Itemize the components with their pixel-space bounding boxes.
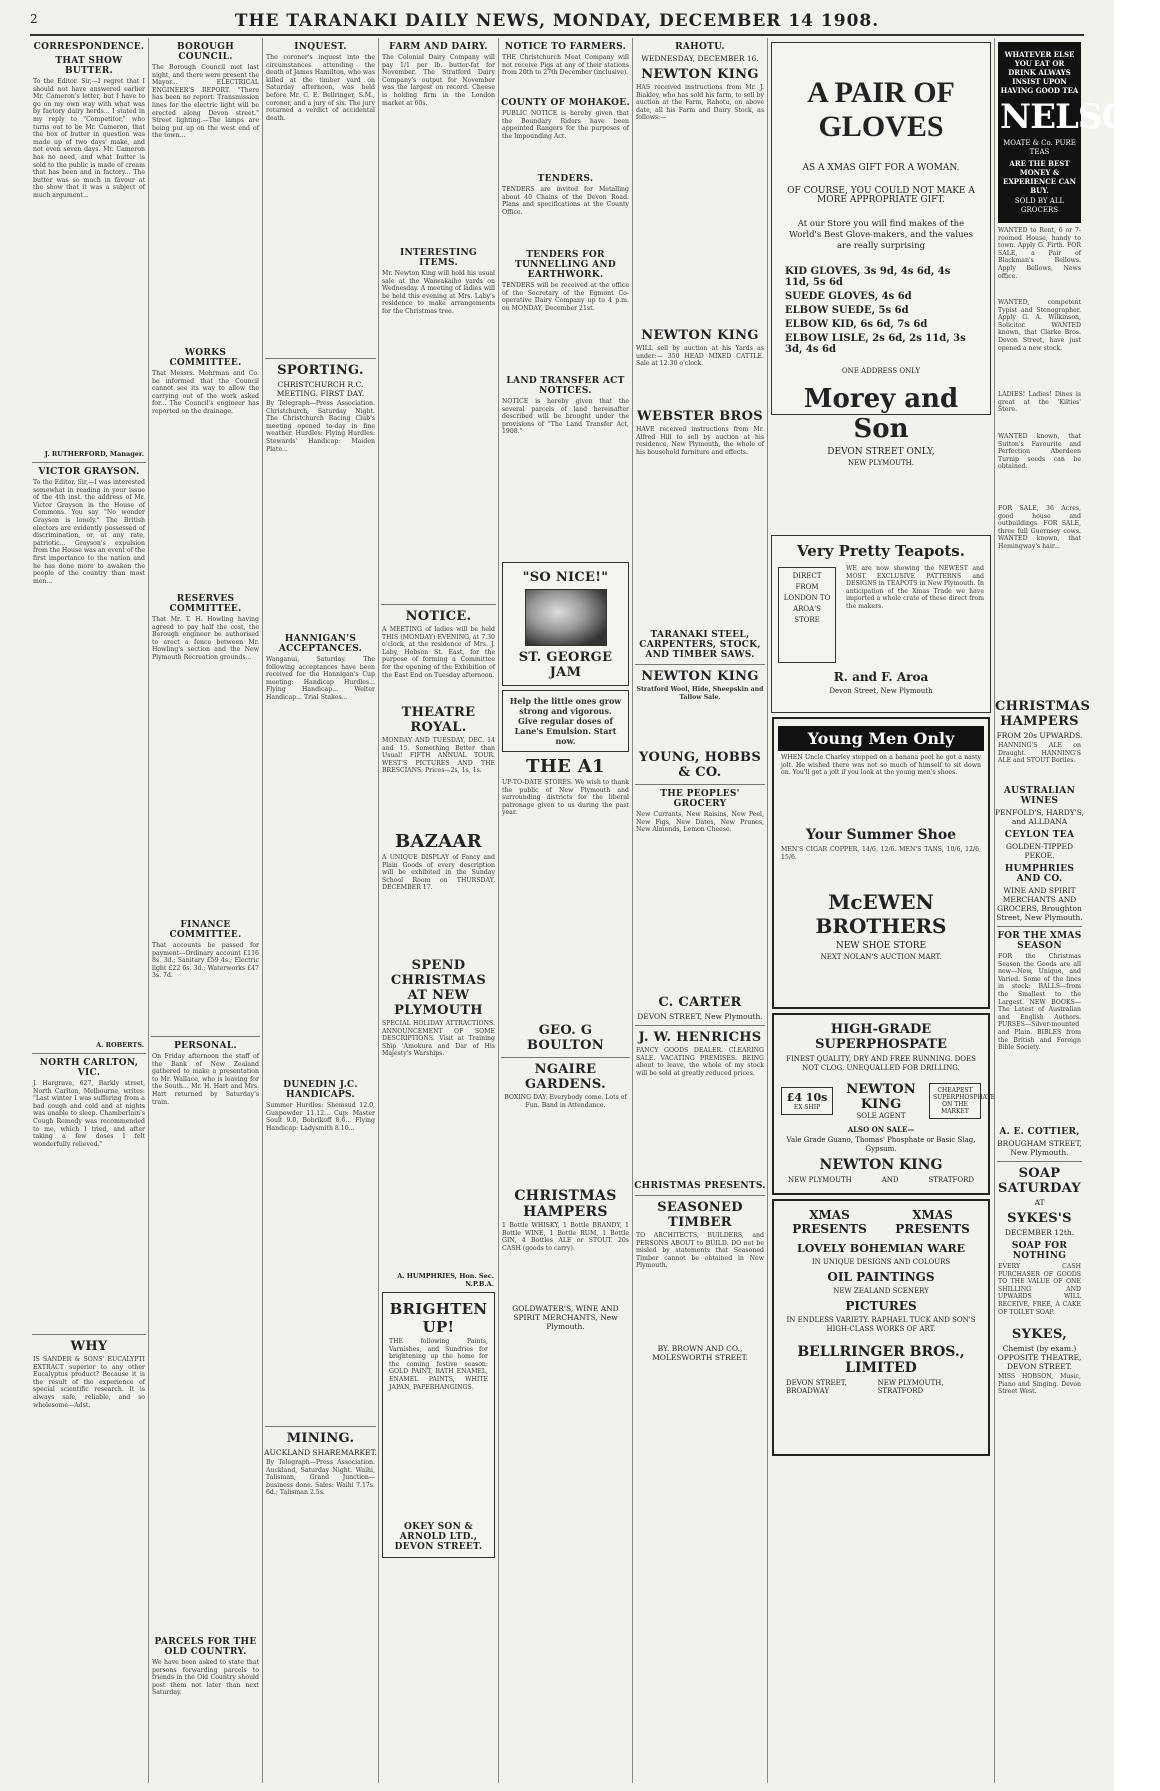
- young-body: WHEN Uncle Charley stepped on a banana peel he got a nasty jolt. He wished there was not so much of himself to sit down on. You'll get a jolt if you look at the young men's shoes.: [781, 754, 981, 777]
- article-heading: DUNEDIN J.C. HANDICAPS.: [283, 1080, 358, 1100]
- classified-ads: WANTED, competent Typist and Stenographer. Apply G. A. Wilkinson, Solicitor. WANTED known, that Clarke Bros. Devon Street, have just opened a new stock.: [998, 299, 1081, 352]
- gloves-note: ONE ADDRESS ONLY: [841, 367, 921, 375]
- article-heading: NORTH CARLTON, VIC.: [39, 1058, 139, 1078]
- super-agent-sub: SOLE AGENT: [856, 1112, 906, 1120]
- humphries-sub: WINE AND SPIRIT MERCHANTS AND GROCERS, Broughton Street, New Plymouth.: [996, 886, 1083, 922]
- bellringer-right: NEW PLYMOUTH, STRATFORD: [877, 1379, 944, 1395]
- ceylon-tea-sub: GOLDEN-TIPPED PEKOE.: [1006, 842, 1073, 860]
- ad-body: IS SANDER & SONS' EUCALYPTI EXTRACT superior to any other Eucalyptus product? Because it is the result of the experience of special scientific research. It is always safe, reliable, and so wholesome—Adst.: [33, 1356, 145, 1409]
- theatre-body: MONDAY AND TUESDAY, DEC. 14 and 15. Something Better than Usual! FIFTH ANNUAL TOUR. WEST'S PICTURES AND THE BRESCIANS. Prices—2s, 1s, 1s.: [382, 737, 495, 775]
- article-body: Wanganui, Saturday. The following acceptances have been received for the Hannigan's Cup meeting: Handicap Hurdles... Flying Handicap... Welter Handicap... Trial Stakes...: [266, 656, 375, 701]
- glove-price-line: KID GLOVES, 3s 9d, 4s 6d, 4s 11d, 5s 6d: [785, 266, 951, 288]
- notice-body: PUBLIC NOTICE is hereby given that the Boundary Riders have been appointed Rangers for the purposes of the Impounding Act.: [502, 110, 629, 140]
- gloves-price-list: [775, 266, 987, 355]
- nk-footer: NEWTON KING: [819, 1157, 943, 1173]
- article-body: The Borough Council met last night, and there were present the Mayor... ELECTRICAL ENGINEER'S REPORT. "There has been no report. Transmission lines for the electric light will be erected along Devon street." Street lighting.—The lamps are being put up on the west end of the town...: [152, 64, 259, 140]
- sale-date: WEDNESDAY, DECEMBER 16.: [641, 54, 759, 63]
- australian-wines-sub: PENFOLD'S, HARDY'S, and ALLDANA: [995, 808, 1085, 826]
- sykes-date: DECEMBER 12th.: [1004, 1228, 1075, 1237]
- notice-heading: COUNTY OF MOHAKOE.: [501, 98, 630, 108]
- super-title: HIGH-GRADE SUPERPHOSPATE: [815, 1022, 947, 1052]
- carter-heading: C. CARTER: [658, 995, 742, 1010]
- article-heading: FINANCE COMMITTEE.: [169, 920, 242, 940]
- super-price-sub: EX SHIP: [793, 1104, 821, 1111]
- nelson-brand: NELSON: [1000, 97, 1160, 137]
- bellringer-ad: [772, 1199, 990, 1456]
- article-body: To the Editor. Sir,—I was interested somewhat in reading in your issue of the 4th inst. the address of Mr. Victor Grayson in the House of Commons. You say "No wonder Grayson is lonely." The British electors are evidently possessed of discrimination, or, at any rate, patriotic... Grayson's expulsion from the House was an event of the first importance to the nation and he has done more to awaken the people of the country than most men...: [33, 479, 145, 585]
- also-title: ALSO ON SALE—: [847, 1125, 915, 1134]
- grocery-heading: THE PEOPLES' GROCERY: [660, 789, 740, 809]
- christmas-heading: SPEND CHRISTMAS AT NEW PLYMOUTH: [390, 958, 487, 1018]
- cottier-name: A. E. COTTIER,: [999, 1127, 1080, 1137]
- nelson-body: ARE THE BEST MONEY & EXPERIENCE CAN BUY.: [1003, 159, 1076, 195]
- timber-advertiser: BY. BROWN AND CO., MOLESWORTH STREET.: [652, 1344, 748, 1362]
- article-heading: PERSONAL.: [174, 1041, 237, 1051]
- article-heading: VICTOR GRAYSON.: [38, 467, 140, 477]
- article-body: That Mr. T. H. Howling having agreed to pay half the cost, the Borough engineer be authorised to erect a fence between Mr. Howling's section and the New Plymouth Recreation grounds...: [152, 616, 259, 661]
- xmas-right: XMAS PRESENTS: [895, 1208, 970, 1236]
- timber-body: TO ARCHITECTS, BUILDERS, and PERSONS ABOUT to BUILD. DO not be misled by statements that Seasoned Timber cannot be obtained in New Plymouth.: [636, 1232, 764, 1270]
- australian-wines: AUSTRALIAN WINES: [1003, 786, 1076, 806]
- auctioneer-name: NEWTON KING: [641, 669, 759, 684]
- subheading: CHRISTCHURCH R.C. MEETING. FIRST DAY.: [276, 380, 365, 398]
- article-heading: HANNIGAN'S ACCEPTANCES.: [278, 634, 363, 654]
- nelson-foot: SOLD BY ALL GROCERS: [1014, 197, 1065, 214]
- nk-footer-row: [788, 1176, 974, 1184]
- xmas-row: [778, 1205, 984, 1239]
- ngaire-body: BOXING DAY. Everybody come. Lots of Fun. Band in Attendance.: [504, 1094, 627, 1109]
- nk-mid: AND: [881, 1176, 899, 1184]
- notice-body: TENDERS will be received at the office of the Secretary of the Egmont Co-operative Dairy Company up to 4 p.m. on MONDAY, December 21st.: [502, 282, 629, 312]
- article-body: We have been asked to state that persons forwarding parcels to friends in the Old Country should post them not later than next Saturday.: [152, 1659, 259, 1697]
- column-6: [633, 38, 768, 1783]
- classified-ads: WANTED known, that Sutton's Favourite and Perfection Aberdeen Turnip seeds can be obtained.: [998, 433, 1081, 471]
- signature: A. ROBERTS.: [96, 1041, 144, 1049]
- teapots-body: WE are now showing the NEWEST and MOST EXCLUSIVE PATTERNS and DESIGNS in TEAPOTS in New Plymouth. In anticipation of the Xmas Trade we have imported a whole crate of these direct from the makers.: [846, 565, 984, 610]
- nelson-sub: MOATE & Co. PURE TEAS: [1003, 139, 1076, 156]
- cottier-body: FOR the Christmas Season the Goods are all new—New, Unique, and Varied. Some of the lines in stock: BALLS—from the Smallest to the Largest. NEW BOOKS—The Latest of Australian and English Authors. PURSES—Silver-mounted and Plain. BIBLES from the British and Foreign Bible Society.: [998, 953, 1081, 1052]
- column-5: [499, 38, 633, 1783]
- section-heading: INTERESTING ITEMS.: [400, 248, 477, 268]
- brighten-heading: BRIGHTEN UP!: [389, 1300, 488, 1336]
- article-heading: THAT SHOW BUTTER.: [55, 56, 123, 76]
- sale-body: Stratford Wool, Hide, Sheepskin and Tallow Sale.: [636, 686, 764, 701]
- bazaar-heading: BAZAAR: [394, 831, 482, 852]
- article-heading: PARCELS FOR THE OLD COUNTRY.: [154, 1637, 257, 1657]
- gloves-ad: [771, 42, 991, 467]
- ad-heading: WHY: [70, 1339, 108, 1354]
- ceylon-tea: CEYLON TEA: [1004, 830, 1075, 840]
- divider: [32, 1334, 146, 1335]
- divider: [32, 1053, 146, 1054]
- article-heading: WORKS COMMITTEE.: [169, 348, 242, 368]
- sykes-name: SYKES'S: [1007, 1211, 1072, 1226]
- bellringer-row: [786, 1379, 976, 1395]
- divider: [265, 1426, 376, 1427]
- pictures-title: PICTURES: [845, 1299, 917, 1313]
- saw-heading: TARANAKI STEEL, CARPENTERS, STOCK, AND TIMBER SAWS.: [639, 630, 761, 660]
- super-price-box: [781, 1087, 833, 1115]
- soap-at: AT: [1034, 1198, 1045, 1207]
- signature: J. RUTHERFORD, Manager.: [44, 450, 144, 458]
- teapots-title: Very Pretty Teapots.: [797, 542, 965, 560]
- jam-slogan: "SO NICE!": [522, 570, 609, 585]
- section-heading: FARM AND DAIRY.: [389, 42, 488, 52]
- auctioneer-name: YOUNG, HOBBS & CO.: [638, 750, 762, 780]
- humphries-name: HUMPHRIES AND CO.: [1004, 864, 1075, 884]
- article-body: To the Editor. Sir,—I regret that I should not have answered earlier Mr. Cameron's letter, but I have to go on my own way with what was by factory dairy herds... I stated in my reply to "Competitor," who turns out to be Mr. Cameron, that the box of butter in question was made up of two days' make, and not even seven days. Mr. Cameron has no need, and what butter is sold to the public is made of cream that has been and in factory... The butter was so much in favour at the show that it was a subject of much argument...: [33, 78, 145, 199]
- page-number: 2: [30, 12, 38, 26]
- morey-town: NEW PLYMOUTH.: [848, 459, 914, 467]
- divider: [151, 1036, 260, 1037]
- article-body: Summer Hurdles: Shemsud 12.0, Gunpowder 11.12... Cup: Master Soult 9.0, Bobrikoff 8.6... Flying Handicap: Ladysmith 8.10...: [266, 1102, 375, 1132]
- henrichs-body: FANCY GOODS DEALER. CLEARING SALE. VACATING PREMISES. BEING about to leave, the whole of my stock will be sold at greatly reduced prices.: [636, 1047, 764, 1077]
- notice-heading: TENDERS FOR TUNNELLING AND EARTHWORK.: [515, 250, 616, 280]
- soap-for-nothing: SOAP FOR NOTHING: [1011, 1241, 1068, 1261]
- auctioneer-name: NEWTON KING: [641, 67, 759, 82]
- hampers-heading: CHRISTMAS HAMPERS: [514, 1188, 617, 1220]
- gloves-title: A PAIR OF GLOVES: [807, 76, 955, 143]
- mcewen-name: McEWEN BROTHERS: [815, 890, 947, 938]
- teapots-row: [775, 563, 987, 667]
- ngaire-heading: NGAIRE GARDENS.: [525, 1062, 606, 1092]
- henrichs-heading: J. W. HENRICHS: [638, 1030, 762, 1045]
- presents-heading: CHRISTMAS PRESENTS.: [634, 1181, 766, 1191]
- article-body: By Telegraph—Press Association. Christchurch, Saturday Night. The Christchurch Racing Club's meeting opened to-day in fine weather. Hurdles: Flying Hurdles: Stewards' Handicap: Maiden Plate...: [266, 400, 375, 453]
- a1-body: UP-TO-DATE STORES. We wish to thank the public of New Plymouth and surrounding districts for the liberal patronage given to us during the past year.: [502, 779, 629, 817]
- mcewen-sub: NEW SHOE STORE: [835, 941, 927, 951]
- jam-brand: ST. GEORGE JAM: [518, 650, 613, 680]
- teapots-ad: [771, 535, 991, 713]
- column-1: [30, 38, 149, 1783]
- sykes-address: Chemist (by exam.) OPPOSITE THEATRE, DEVON STREET.: [997, 1344, 1082, 1371]
- section-heading: SPORTING.: [277, 363, 364, 378]
- column-7: [768, 38, 995, 1783]
- article-heading: RESERVES COMMITTEE.: [169, 594, 242, 614]
- boulton-advertiser: GEO. G BOULTON: [527, 1023, 604, 1053]
- divider: [997, 926, 1082, 927]
- xmas-season: FOR THE XMAS SEASON: [997, 931, 1082, 951]
- grocery-body: New Currants, New Raisins, New Peel, New Figs, New Dates, New Prunes, New Almonds, Lemon Cheese.: [636, 811, 764, 834]
- bohemian-sub: IN UNIQUE DESIGNS AND COLOURS: [811, 1258, 951, 1266]
- auctioneer-name: WEBSTER BROS: [637, 409, 763, 424]
- subheading: AUCKLAND SHAREMARKET.: [264, 1448, 377, 1457]
- column-4: [379, 38, 499, 1783]
- brighten-ad: [382, 1292, 495, 1558]
- section-heading: BOROUGH COUNCIL.: [176, 42, 235, 62]
- classified-ads: FOR SALE, 36 Acres, good house and outbuildings. FOR SALE, three full Guernsey cows. WANTED known, that Hemingway's hair...: [998, 505, 1081, 550]
- young-men-ad: [772, 717, 990, 1009]
- shoe-title: Your Summer Shoe: [805, 827, 957, 843]
- also-body: Vale Grade Guano, Thomas' Phosphate or Basic Slag, Gypsum.: [786, 1136, 976, 1153]
- article-body: The coroner's inquest into the circumstances attending the death of James Hamilton, who was killed at the timber yard on Saturday afternoon, was held before Mr. C. E. Bellringer, S.M., coroner, and a jury of six. The jury returned a verdict of accidental death.: [266, 54, 375, 122]
- teapots-direct: DIRECT FROM LONDON TO AROA'S STORE: [778, 567, 836, 663]
- divider: [265, 358, 376, 359]
- superphosphate-ad: [772, 1013, 996, 1195]
- nelson-tea-ad: [998, 42, 1160, 223]
- xmas-left: XMAS PRESENTS: [792, 1208, 867, 1236]
- section-heading: CORRESPONDENCE.: [33, 42, 145, 52]
- super-agent-box: [840, 1082, 922, 1120]
- sykes-chemist: SYKES,: [1011, 1327, 1068, 1342]
- emulsion-ad: [502, 690, 629, 752]
- masthead: [30, 8, 1084, 36]
- divider: [501, 1057, 630, 1058]
- bohemian-title: LOVELY BOHEMIAN WARE: [796, 1242, 966, 1255]
- super-body: FINEST QUALITY, DRY AND FREE RUNNING. DOES NOT CLOG. UNEQUALLED FOR DRILLING.: [786, 1055, 976, 1072]
- classified-ads: WANTED to Rent, 6 or 7-roomed House, handy to town. Apply G. Firth. FOR SALE, a Pair of Blackman's Bellows. Apply Bellows, News office.: [998, 227, 1081, 280]
- bazaar-body: A UNIQUE DISPLAY of Fancy and Plain Goods of every description will be exhibited in the Sunday School Room on THURSDAY, DECEMBER 17.: [382, 854, 495, 892]
- notice-body: THE Christchurch Meat Company will not receive Pigs at any of their stations from 20th to 27th December (inclusive).: [502, 54, 629, 77]
- notice-heading: NOTICE TO FARMERS.: [504, 42, 627, 52]
- divider: [997, 1161, 1082, 1162]
- divider: [635, 784, 765, 785]
- super-price: £4 10s: [786, 1091, 828, 1104]
- column-3: [263, 38, 379, 1783]
- bellringer-left: DEVON STREET, BROADWAY: [786, 1379, 847, 1395]
- signature: A. HUMPHRIES, Hon. Sec. N.P.B.A.: [397, 1272, 494, 1288]
- hampers-body: 1 Bottle WHISKY, 1 Bottle BRANDY, 1 Bottle WINE, 1 Bottle RUM, 1 Bottle GIN, 4 Bottles ALE or STOUT. 20s CASH (goods to carry).: [502, 1222, 629, 1252]
- gloves-sub: OF COURSE, YOU COULD NOT MAKE A MORE APPROPRIATE GIFT.: [787, 186, 975, 205]
- shoe-body: MEN'S CIGAR COPPER, 14/6, 12/6. MEN'S TANS, 10/6, 12/6, 15/6.: [781, 846, 981, 861]
- oil-sub: NEW ZEALAND SCENERY: [833, 1287, 929, 1295]
- emulsion-body: Help the little ones grow strong and vigorous. Give regular doses of Lane's Emulsion. Start now.: [509, 696, 622, 746]
- article-body: By Telegraph—Press Association. Auckland, Saturday Night. Waihi, Talisman, Grand Junction—business done. Sales: Waihi 7.17s. 6d.; Talisman 2.5s.: [266, 1459, 375, 1497]
- article-body: Mr. Newton King will hold his usual sale at the Waiwakaiho yards on Wednesday. A meeting of ladies will be held this evening at Mrs. Laby's residence to make arrangements for the Christmas tree.: [382, 270, 495, 315]
- sale-body: HAS received instructions from Mr. J. Biakley, who has sold his farm, to sell by auction at the Farm, Rahotu, on above date, all his Farm and Dairy Stock, as follows:—: [636, 84, 764, 122]
- divider: [635, 1025, 765, 1026]
- notice-body: NOTICE is hereby given that the several parcels of land hereinafter described will be brought under the provisions of "The Land Transfer Act, 1908.": [502, 398, 629, 436]
- article-body: The Colonial Dairy Company will pay 1/1 per lb. butter-fat for November. The Stratford Dairy Company's output for November was the largest on record. Cheese is holding firm in the London market at 60s.: [382, 54, 495, 107]
- classified-ads: LADIES! Ladies! Dines is great at the 'Kilties' Store.: [998, 391, 1081, 414]
- article-body: That Messrs. Mohrman and Co. be informed that the Council cannot see its way to allow the carrying out of the work asked for... The Council's engineer has reported on the drainage.: [152, 370, 259, 415]
- divider: [635, 664, 765, 665]
- glove-price-line: SUEDE GLOVES, 4s 6d: [785, 291, 912, 302]
- notice-body: TENDERS are invited for Metalling about 40 Chains of the Devon Road. Plans and specifications at the County Office.: [502, 186, 629, 216]
- nelson-top: WHATEVER ELSE YOU EAT OR DRINK ALWAYS INSIST UPON HAVING GOOD TEA: [1000, 50, 1079, 95]
- notice-body: A MEETING of ladies will be held THIS (MONDAY) EVENING, at 7.30 o'clock, at the residence of Mrs. J. Laby, Hobson St. East, for the purpose of forming a Committee for the opening of the Exhibition of the East End on Tuesday afternoon.: [382, 626, 495, 679]
- timber-heading: SEASONED TIMBER: [657, 1200, 743, 1230]
- oil-title: OIL PAINTINGS: [827, 1270, 935, 1284]
- sale-body: WILL sell by auction at his Yards as under:— 350 HEAD MIXED CATTLE. Sale at 12.30 o'clock.: [636, 345, 764, 368]
- divider: [635, 1195, 765, 1196]
- glove-price-line: ELBOW KID, 6s 6d, 7s 6d: [785, 319, 928, 330]
- brighten-body: THE following Paints, Varnishes, and Sundries for brightening up the home for the coming festive season: GOLD PAINT, BATH ENAMEL, ENAMEL PAINTS, WHITE JAPAN, PAPERHANGINGS.: [389, 1338, 488, 1391]
- brighten-advertiser: OKEY SON & ARNOLD LTD., DEVON STREET.: [394, 1522, 483, 1552]
- article-heading: INQUEST.: [294, 42, 347, 52]
- nk-left: NEW PLYMOUTH: [788, 1176, 852, 1184]
- sale-heading: RAHOTU.: [675, 42, 725, 52]
- christmas-hampers-title: CHRISTMAS HAMPERS: [995, 699, 1091, 729]
- super-right: CHEAPEST SUPERPHOSPHATE ON THE MARKET: [929, 1083, 981, 1119]
- morey-address: DEVON STREET ONLY,: [827, 447, 935, 457]
- glove-price-line: ELBOW SUEDE, 5s 6d: [785, 305, 909, 316]
- theatre-heading: THEATRE ROYAL.: [401, 705, 476, 735]
- notice-heading: LAND TRANSFER ACT NOTICES.: [506, 376, 625, 396]
- page-title: THE TARANAKI DAILY NEWS, MONDAY, DECEMBER 14 1908.: [234, 11, 880, 31]
- hobson-ad: MISS HOBSON, Music, Piano and Singing. Devon Street West.: [998, 1373, 1081, 1396]
- morey-name: Morey and Son: [803, 384, 959, 444]
- jam-ad: [502, 562, 629, 686]
- aroa-name: R. and F. Aroa: [833, 670, 929, 684]
- christmas-hampers-sub: FROM 20s UPWARDS.: [996, 731, 1083, 740]
- article-body: J. Hargrave, 627, Barkly street, North Carlton, Melbourne, writes: "Last winter I was suffering from a bad cough and cold and at nights was unable to sleep. Chamberlain's Cough Remedy was recommended to me, which I tried, and after taking a few doses I felt wonderfully relieved.": [33, 1080, 145, 1148]
- super-row: [778, 1079, 996, 1123]
- hanning-ale: HANNING'S ALE on Draught. HANNING'S ALE and STOUT Bottles.: [998, 742, 1081, 765]
- gloves-sub: AS A XMAS GIFT FOR A WOMAN.: [802, 163, 960, 173]
- bellringer-name: BELLRINGER BROS., LIMITED: [797, 1344, 965, 1376]
- cottier-address: BROUGHAM STREET, New Plymouth.: [997, 1139, 1082, 1157]
- divider: [32, 462, 146, 463]
- lady-illustration: [525, 589, 607, 646]
- glove-price-line: ELBOW LISLE, 2s 6d, 2s 11d, 3s 3d, 4s 6d: [785, 333, 966, 355]
- hampers-advertiser: GOLDWATER'S, WINE AND SPIRIT MERCHANTS, New Plymouth.: [512, 1304, 619, 1331]
- article-body: That accounts be passed for payment—Ordinary account £116 8s. 3d.; Sanitary £59 4s.; Electric light £22 6s. 3d.; Waterworks £47 3s. 7d.: [152, 942, 259, 980]
- column-2: [149, 38, 263, 1783]
- sale-body: HAVE received instructions from Mr. Alfred Hill to sell by auction at his residence, New Plymouth, the whole of his household furniture and effects.: [636, 426, 764, 456]
- a1-heading: THE A1: [526, 756, 605, 777]
- column-8: [995, 38, 1160, 1783]
- notice-heading: NOTICE.: [405, 609, 472, 624]
- carter-address: DEVON STREET, New Plymouth.: [637, 1012, 763, 1021]
- super-agent: NEWTON KING: [846, 1082, 916, 1112]
- aroa-address: Devon Street, New Plymouth: [829, 687, 933, 695]
- gloves-sub: At our Store you will find makes of the World's Best Glove-makers, and the values are really surprising: [789, 219, 973, 251]
- soap-body: EVERY CASH PURCHASER OF GOODS TO THE VALUE OF ONE SHILLING AND UPWARDS WILL RECEIVE, FREE, A CAKE OF TOILET SOAP.: [998, 1263, 1081, 1316]
- article-body: On Friday afternoon the staff of the Bank of New Zealand gathered to make a presentation to Mr. Wallace, who is leaving for the South... Mr. H. Hart and Mrs. Hart returned by Saturday's train.: [152, 1053, 259, 1106]
- soap-saturday: SOAP SATURDAY: [998, 1166, 1081, 1196]
- pictures-body: IN ENDLESS VARIETY. RAPHAEL TUCK AND SON'S HIGH-CLASS WORKS OF ART.: [786, 1316, 976, 1333]
- divider: [381, 604, 496, 605]
- auctioneer-name: NEWTON KING: [641, 328, 759, 343]
- mcewen-sub2: NEXT NOLAN'S AUCTION MART.: [820, 953, 942, 961]
- nk-right: STRATFORD: [928, 1176, 974, 1184]
- christmas-body: SPECIAL HOLIDAY ATTRACTIONS. ANNOUNCEMENT OF SOME DESCRIPTIONS. Visit at Training Ship 'Amokura and Dar of His Majesty's Warships.: [382, 1020, 495, 1058]
- section-heading: MINING.: [286, 1431, 355, 1446]
- young-title: Young Men Only: [778, 726, 984, 751]
- notice-heading: TENDERS.: [537, 174, 594, 184]
